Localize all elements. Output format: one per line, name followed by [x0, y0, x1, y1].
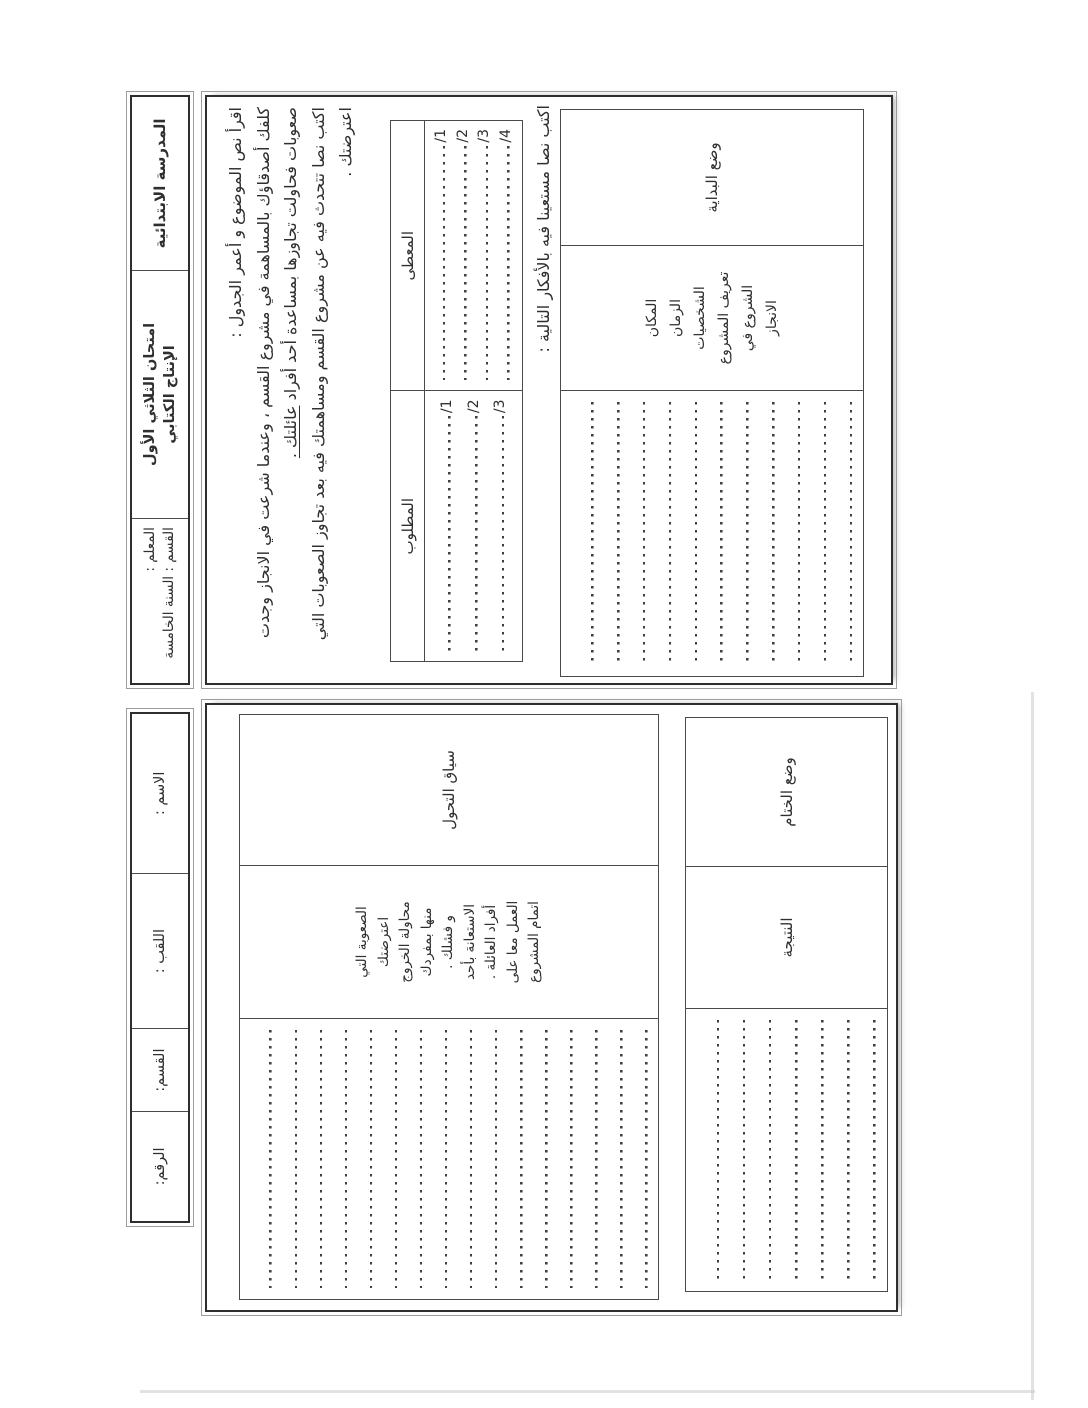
writing-line: [325, 1030, 347, 1288]
idea-line: الصعوبة التي: [354, 906, 371, 978]
answer-dots: [448, 416, 451, 651]
page1-header-strip: [130, 95, 190, 685]
idea-line: و فشلك .: [440, 915, 457, 969]
writing-line: [697, 1020, 719, 1280]
student-surname-field: [132, 874, 188, 1030]
given-header: المعطى: [391, 121, 425, 391]
writing-line: [830, 402, 852, 665]
exam-title-line2: الإنتاج الكتابي: [162, 345, 178, 444]
writing-line: [275, 1030, 297, 1288]
paper-edge-artifact: [140, 1391, 1035, 1394]
idea-line: منها بمفردك: [418, 907, 435, 977]
answer-dots: [507, 146, 510, 381]
row-label-transition: سياق التحول: [240, 715, 658, 866]
student-class-field: [132, 1029, 188, 1111]
page2-header-strip: [130, 712, 190, 1223]
class-label: القسم:: [152, 1048, 168, 1092]
write-prompt: اكتب نصا مستعينا فيه بالأفكار التالية :: [534, 105, 553, 353]
line-number: 1/: [438, 399, 455, 414]
idea-line: اعترضتك: [375, 916, 392, 968]
closing-result-table: [685, 717, 888, 1292]
number-label: الرقم:: [152, 1147, 168, 1186]
writing-area: [686, 1009, 887, 1291]
writing-line: [727, 402, 749, 665]
page1-body: [205, 95, 893, 685]
writing-line: [501, 1030, 523, 1288]
required-answer-lines: [425, 392, 522, 662]
writing-line: [551, 1030, 573, 1288]
answer-dots: [464, 146, 467, 381]
idea-line: محاولة الخروج: [397, 901, 414, 983]
student-number-field: [132, 1112, 188, 1221]
writing-line: [425, 1030, 447, 1288]
school-name: المدرسة الابتدائية: [151, 118, 169, 249]
numbered-answer-line: [456, 129, 470, 383]
writing-line: [576, 1030, 598, 1288]
surname-label: اللقب :: [152, 928, 168, 974]
numbered-answer-line: [467, 400, 481, 654]
writing-line: [450, 1030, 472, 1288]
instruction-line: كلفك أصدقاؤك بالمساهمة في مشروع القسم ، وعندما شرعت في الانجاز وجدت: [253, 107, 273, 639]
writing-line: [802, 1020, 824, 1280]
writing-area: [561, 391, 863, 676]
idea-line: الزمان: [668, 299, 684, 337]
school-name-cell: [132, 97, 188, 271]
idea-line: العمل معا على: [504, 900, 521, 984]
exam-title-cell: [132, 271, 188, 519]
answer-dots: [475, 416, 478, 651]
idea-line: أفراد العائلة .: [483, 904, 500, 980]
subject-instructions: [222, 107, 360, 673]
ideas-list: [240, 866, 658, 1019]
writing-line: [598, 402, 620, 665]
writing-line: [601, 1030, 623, 1288]
writing-line: [723, 1020, 745, 1280]
given-column: [391, 121, 522, 392]
instruction-line: اعترضتك .: [336, 107, 355, 177]
given-answer-lines: [425, 121, 522, 391]
writing-line: [526, 1030, 548, 1288]
line-number: 3/: [476, 129, 493, 143]
idea-line: الانجاز: [764, 300, 780, 336]
exam-title-line1: امتحان الثلاثي الأول: [142, 322, 158, 466]
row-label-closing: وضع الختام: [686, 718, 887, 867]
writing-line: [828, 1020, 850, 1280]
writing-line: [804, 402, 826, 665]
writing-line: [776, 1020, 798, 1280]
writing-line: [675, 402, 697, 665]
beginning-ideas-table: [560, 109, 864, 677]
writing-line: [400, 1030, 422, 1288]
writing-line: [749, 1020, 771, 1280]
writing-line: [854, 1020, 876, 1280]
writing-area: [240, 1019, 658, 1299]
numbered-answer-line: [434, 129, 448, 383]
instruction-line: اقرأ نص الموضوع و أعمر الجدول :: [226, 107, 245, 338]
transition-ideas-table: [239, 714, 659, 1300]
class-year-line: القسم : السنة الخامسة: [161, 527, 177, 659]
writing-line: [475, 1030, 497, 1288]
line-number: 4/: [497, 129, 514, 143]
given-required-table: [390, 120, 523, 662]
numbered-answer-line: [499, 129, 513, 383]
idea-line: اتمام المشروع: [526, 901, 543, 983]
answer-dots: [443, 146, 446, 381]
page2-body: [205, 703, 898, 1312]
line-number: 3/: [492, 399, 509, 414]
writing-line: [623, 402, 645, 665]
numbered-answer-line: [493, 400, 507, 654]
writing-line: [701, 402, 723, 665]
teacher-label: المعلم :: [142, 527, 158, 572]
teacher-class-cell: [132, 519, 188, 683]
underlined-word: عائلتك .: [281, 405, 300, 459]
student-name-field: [132, 714, 188, 874]
writing-line: [350, 1030, 372, 1288]
writing-line: [300, 1030, 322, 1288]
result-label: النتيجة: [686, 867, 887, 1009]
line-number: 2/: [465, 399, 482, 414]
ideas-list: [561, 246, 863, 391]
writing-line: [753, 402, 775, 665]
idea-line: الشخصيات: [692, 286, 708, 350]
writing-line: [250, 1030, 272, 1288]
required-column: [391, 392, 522, 662]
line-number: 1/: [433, 129, 450, 143]
answer-dots: [502, 416, 505, 651]
idea-line: المكان: [644, 298, 660, 338]
row-label-beginning: وضع البداية: [561, 110, 863, 246]
idea-line: الاستعانة بأحد: [461, 903, 478, 981]
writing-line: [626, 1030, 648, 1288]
writing-line: [649, 402, 671, 665]
numbered-answer-line: [440, 400, 454, 654]
idea-line: تعريف المشروع: [716, 271, 732, 365]
instruction-line: اكتب نصا تتحدث فيه عن مشروع القسم ومساهمتك فيه بعد تجاوز الصعوبات التي: [308, 107, 328, 641]
writing-line: [778, 402, 800, 665]
idea-line: الشروع في: [740, 284, 756, 352]
writing-line: [375, 1030, 397, 1288]
name-label: الاسم :: [152, 771, 168, 816]
numbered-answer-line: [477, 129, 491, 383]
answer-dots: [486, 146, 489, 381]
line-number: 2/: [454, 129, 471, 143]
paper-edge-artifact: [1031, 692, 1034, 1400]
writing-line: [572, 402, 594, 665]
required-header: المطلوب: [391, 392, 425, 662]
instruction-line: صعوبات فحاولت تجاوزها بمساعدة أحد أفراد عائلتك .: [281, 107, 300, 459]
